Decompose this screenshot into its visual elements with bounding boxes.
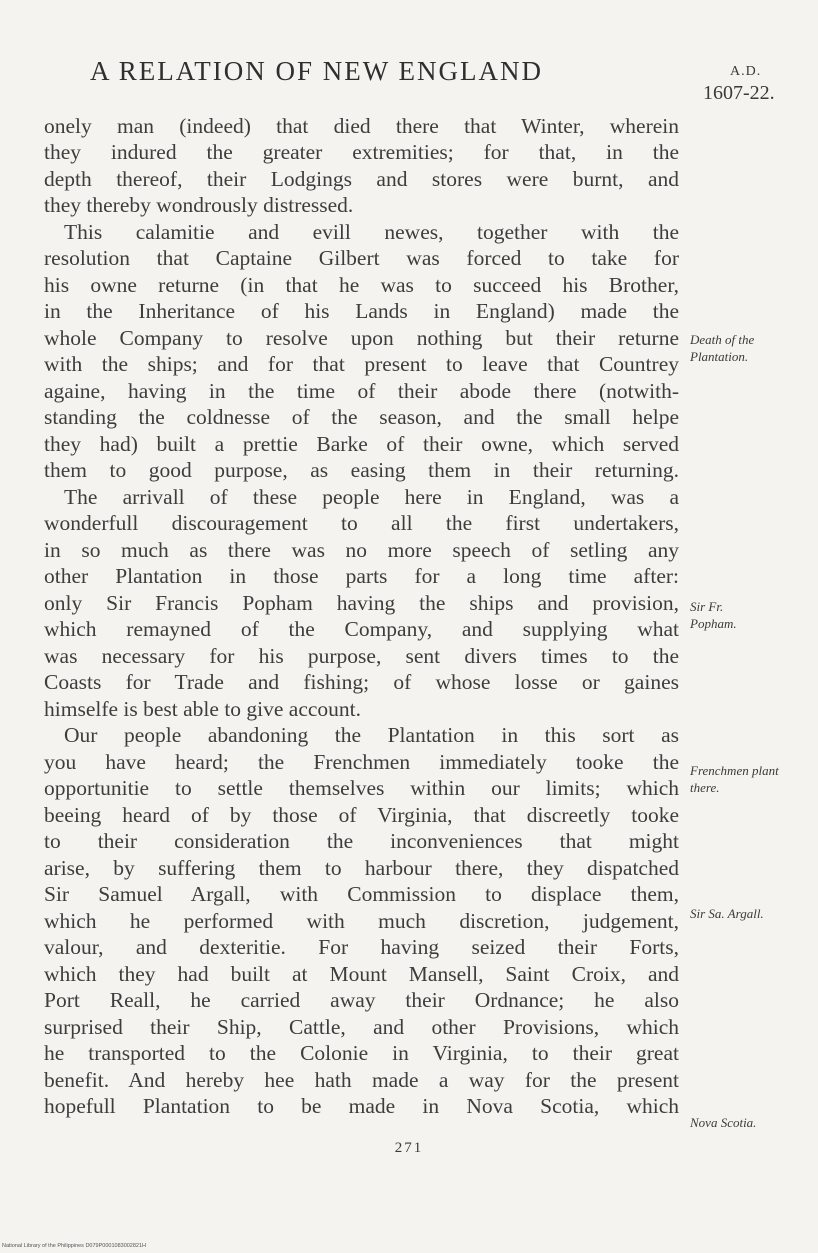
margin-note-nova-scotia: Nova Scotia. bbox=[690, 1115, 757, 1130]
year-label: A.D. bbox=[730, 64, 762, 79]
text-line: which he performed with much discretion, judgement, bbox=[44, 909, 679, 933]
text-line: they indured the greater extremities; for that, in the bbox=[44, 140, 679, 164]
text-line: other Plantation in those parts for a long time after: bbox=[44, 564, 679, 588]
year-range: 1607-22. bbox=[703, 82, 775, 104]
margin-note-popham: Sir Fr. Popham. bbox=[690, 599, 737, 631]
source-footer: National Library of the Philippines D079P0001083002821H bbox=[2, 1243, 147, 1249]
text-line: Sir Samuel Argall, with Commission to displace them, bbox=[44, 882, 679, 906]
text-line: Our people abandoning the Plantation in this sort as bbox=[64, 723, 679, 747]
text-line: in so much as there was no more speech of setling any bbox=[44, 538, 679, 562]
text-line: in the Inheritance of his Lands in England) made the bbox=[44, 299, 679, 323]
text-line: benefit. And hereby hee hath made a way for the present bbox=[44, 1068, 679, 1092]
text-line: his owne returne (in that he was to succeed his Brother, bbox=[44, 273, 679, 297]
text-line: standing the coldnesse of the season, and the small helpe bbox=[44, 405, 679, 429]
text-line: them to good purpose, as easing them in their returning. bbox=[44, 458, 679, 482]
text-line: only Sir Francis Popham having the ships and provision, bbox=[44, 591, 679, 615]
text-line: which remayned of the Company, and supplying what bbox=[44, 617, 679, 641]
text-line: arise, by suffering them to harbour there, they dispatched bbox=[44, 856, 679, 880]
text-line: opportunitie to settle themselves within our limits; which bbox=[44, 776, 679, 800]
text-line: onely man (indeed) that died there that Winter, wherein bbox=[44, 114, 679, 138]
text-line: wonderfull discouragement to all the first undertakers, bbox=[44, 511, 679, 535]
page-number: 271 bbox=[394, 1140, 424, 1156]
margin-note-argall: Sir Sa. Argall. bbox=[690, 906, 764, 921]
text-line: with the ships; and for that present to leave that Countrey bbox=[44, 352, 679, 376]
text-line: againe, having in the time of their abode there (notwith- bbox=[44, 379, 679, 403]
margin-note-death-of-plantation: Death of the Plantation. bbox=[690, 332, 755, 364]
text-line: was necessary for his purpose, sent divers times to the bbox=[44, 644, 679, 668]
text-line: they thereby wondrously distressed. bbox=[44, 193, 354, 217]
text-line: hopefull Plantation to be made in Nova Scotia, which bbox=[44, 1094, 679, 1118]
text-line: he transported to the Colonie in Virginia, to their great bbox=[44, 1041, 679, 1065]
text-line: himselfe is best able to give account. bbox=[44, 697, 362, 721]
text-line: Port Reall, he carried away their Ordnance; he also bbox=[44, 988, 679, 1012]
text-line: The arrivall of these people here in England, was a bbox=[64, 485, 679, 509]
text-line: depth thereof, their Lodgings and stores were burnt, and bbox=[44, 167, 679, 191]
text-line: Coasts for Trade and fishing; of whose losse or gaines bbox=[44, 670, 679, 694]
text-line: beeing heard of by those of Virginia, that discreetly tooke bbox=[44, 803, 679, 827]
text-line: they had) built a prettie Barke of their owne, which served bbox=[44, 432, 679, 456]
text-line: surprised their Ship, Cattle, and other Provisions, which bbox=[44, 1015, 679, 1039]
text-line: which they had built at Mount Mansell, Saint Croix, and bbox=[44, 962, 679, 986]
text-line: you have heard; the Frenchmen immediately tooke the bbox=[44, 750, 679, 774]
text-line: to their consideration the inconveniences that might bbox=[44, 829, 679, 853]
margin-note-frenchmen: Frenchmen plant there. bbox=[690, 763, 779, 795]
text-line: resolution that Captaine Gilbert was forced to take for bbox=[44, 246, 679, 270]
running-title: A RELATION OF NEW ENGLAND bbox=[90, 56, 543, 86]
text-line: This calamitie and evill newes, together with the bbox=[64, 220, 679, 244]
text-line: whole Company to resolve upon nothing but their returne bbox=[44, 326, 679, 350]
text-line: valour, and dexteritie. For having seized their Forts, bbox=[44, 935, 679, 959]
